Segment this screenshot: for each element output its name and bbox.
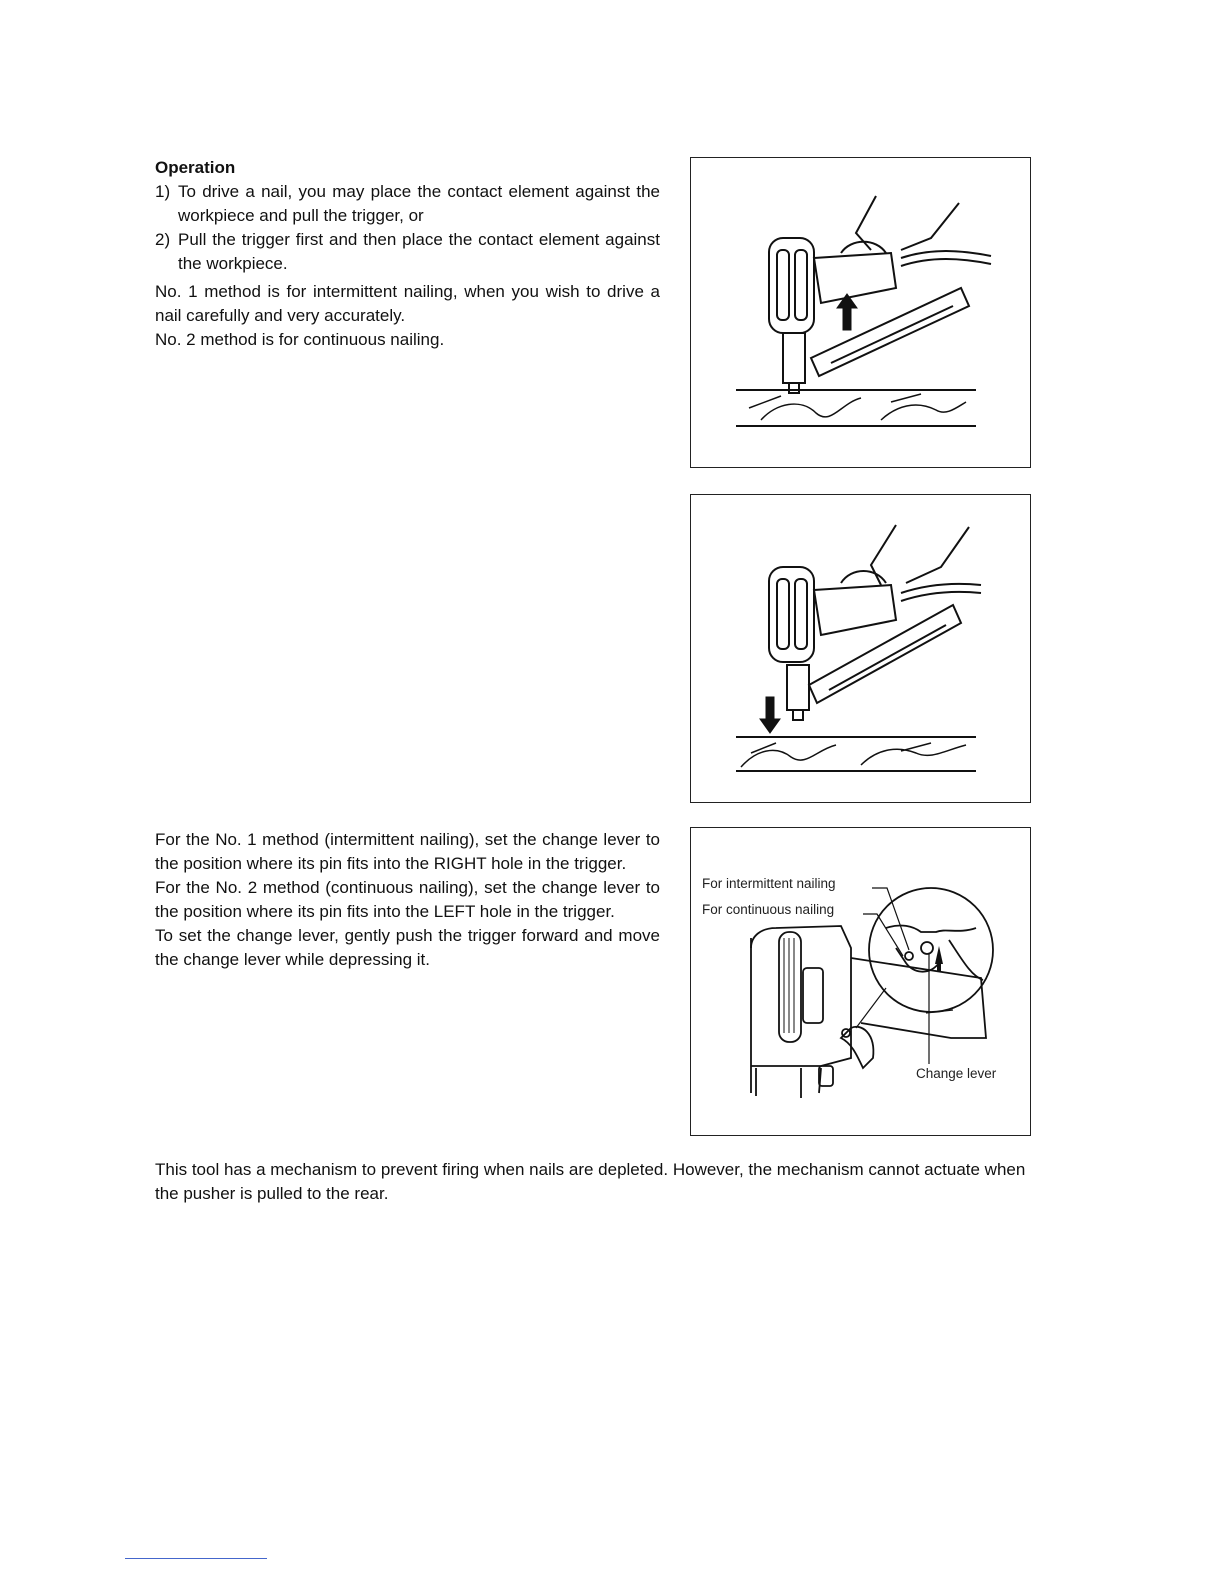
change-lever-section xyxy=(155,828,660,972)
nailer-illustration-1 xyxy=(691,158,1032,469)
step-2-text: Pull the trigger first and then place the contact element against the workpiece. xyxy=(178,230,660,273)
nailer-illustration-2 xyxy=(691,495,1032,804)
method-2-description: No. 2 method is for continuous nailing. xyxy=(155,330,445,349)
change-lever-illustration xyxy=(691,828,1032,1137)
step-1 xyxy=(155,180,660,228)
pusher-mechanism-note xyxy=(155,1158,1035,1206)
method-1-description: No. 1 method is for intermittent nailing, when you wish to drive a nail carefully and very accurately. xyxy=(155,282,660,325)
change-lever-paragraph-1: For the No. 1 method (intermittent nailing), set the change lever to the position where its pin fits into the RIGHT hole in the trigger. xyxy=(155,830,660,873)
step-1-text: To drive a nail, you may place the contact element against the workpiece and pull the trigger, or xyxy=(178,182,660,225)
figure-intermittent-nailing xyxy=(690,157,1031,468)
footer-rule xyxy=(125,1558,267,1559)
callout-change-lever: Change lever xyxy=(916,1066,997,1081)
operation-heading: Operation xyxy=(155,158,236,177)
change-lever-paragraph-3: To set the change lever, gently push the trigger forward and move the change lever while depressing it. xyxy=(155,926,660,969)
step-2-number: 2) xyxy=(155,230,171,249)
operation-section xyxy=(155,156,660,352)
pusher-mechanism-text: This tool has a mechanism to prevent firing when nails are depleted. However, the mechanism cannot actuate when the pusher is pulled to the rear. xyxy=(155,1160,1026,1203)
callout-continuous-nailing: For continuous nailing xyxy=(702,902,835,917)
figure-continuous-nailing xyxy=(690,494,1031,803)
callout-intermittent-nailing: For intermittent nailing xyxy=(702,876,836,891)
figure-change-lever xyxy=(690,827,1031,1136)
step-1-number: 1) xyxy=(155,182,171,201)
step-2 xyxy=(155,228,660,276)
change-lever-paragraph-2: For the No. 2 method (continuous nailing), set the change lever to the position where its pin fits into the LEFT hole in the trigger. xyxy=(155,878,660,921)
